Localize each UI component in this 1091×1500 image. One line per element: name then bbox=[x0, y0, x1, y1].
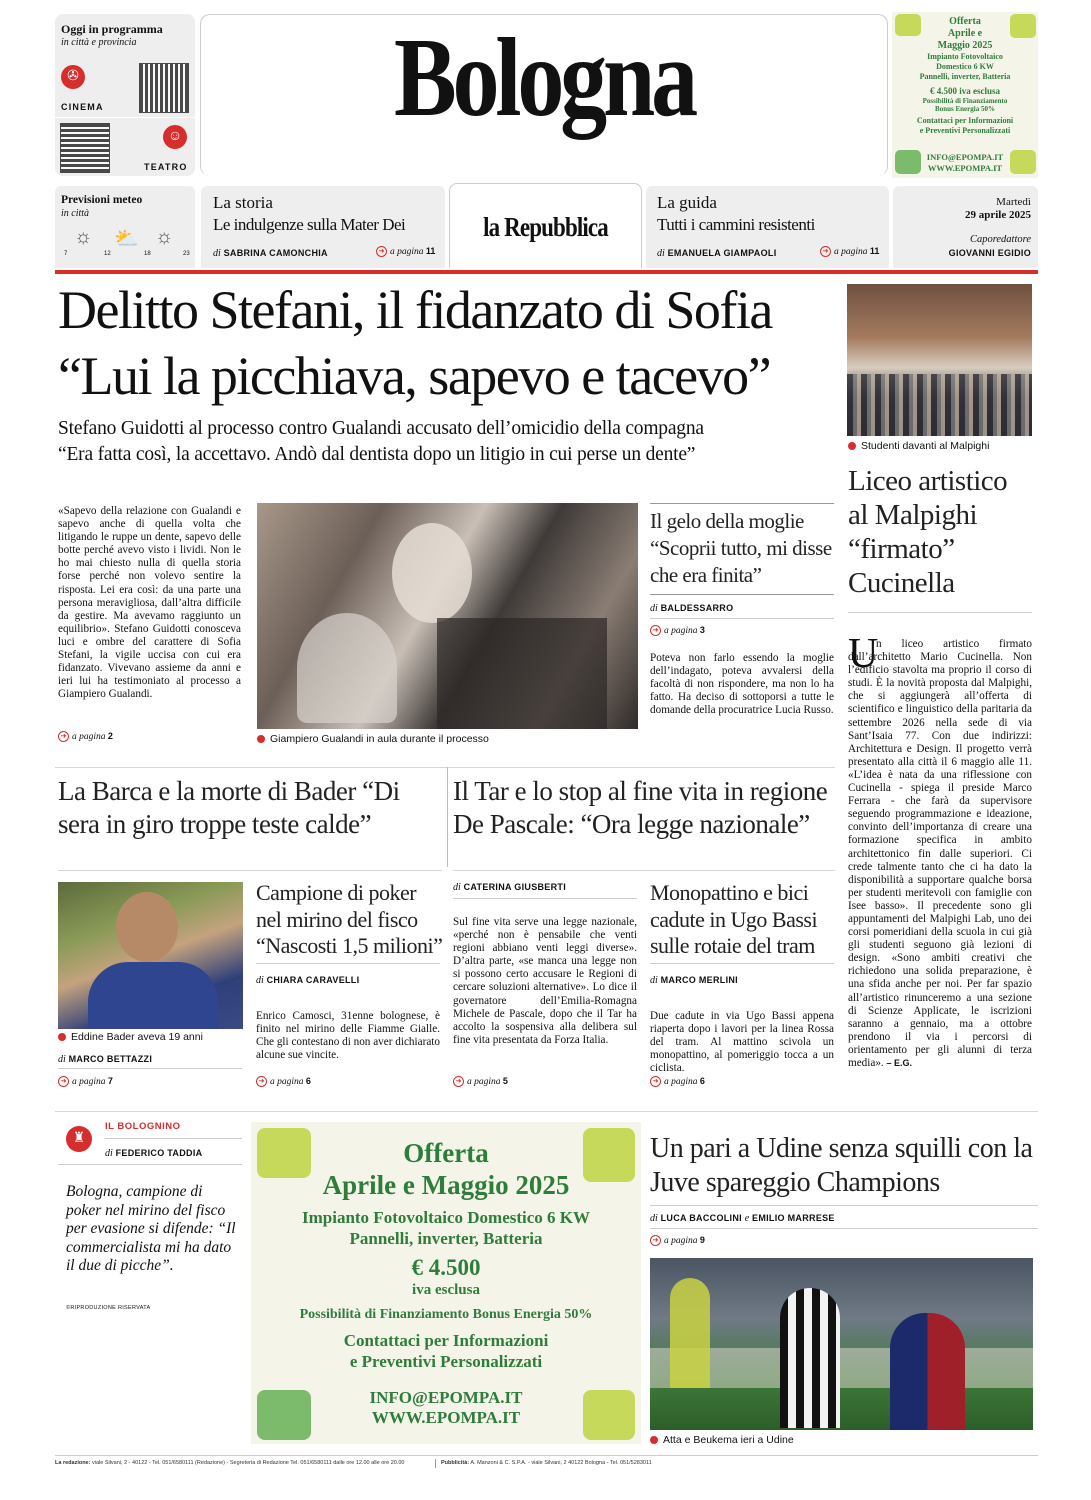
footer-redazione: La redazione: viale Silvani, 2 - 40122 - Tel. 051/6580111 (Redazione) - Segreteria di Redazione Tel. 051/6580111 dalle ore 12.00 alle ore 20.00 bbox=[55, 1460, 405, 1466]
liceo-photo-caption: Studenti davanti al Malpighi bbox=[848, 440, 989, 452]
tar-body: Sul fine vita serve una legge nazionale, «perché non è pensabile che venti regioni abbiano venti leggi diverse». D’altra parte, «se manca una legge non si possono certo accusare le Regioni di cercare soluzioni alternative». Lo dice il governatore dell’Emilia-Romagna Michele de Pascale, dopo che il Tar ha accolto la sospensiva alla delibera sul fine vita presentata da Forza Italia. bbox=[453, 916, 637, 1046]
camera-icon bbox=[257, 735, 265, 743]
lead-photo-caption: Giampiero Gualandi in aula durante il processo bbox=[257, 733, 489, 745]
lead-headline-1[interactable]: Delitto Stefani, il fidanzato di Sofia bbox=[58, 280, 772, 340]
udine-byline: di LUCA BACCOLINI e EMILIO MARRESE bbox=[650, 1213, 835, 1224]
small-ad[interactable] bbox=[892, 12, 1038, 178]
row2-bottom-rule bbox=[453, 870, 835, 871]
moglie-body: Poteva non farlo essendo la moglie dell’indagato, poteva avvalersi della facoltà di non rispondere, ma non lo ha fatto. Ha deciso di sottoporsi a tutte le domande della procuratrice Lucia Russo. bbox=[650, 652, 834, 717]
small-ad-l2: Aprile e bbox=[947, 28, 983, 39]
big-ad-web[interactable]: WWW.EPOMPA.IT bbox=[371, 1408, 521, 1427]
big-ad-price: € 4.500 bbox=[411, 1255, 481, 1280]
udine-rule-2 bbox=[650, 1228, 1038, 1229]
arrow-right-icon: ➜ bbox=[58, 1076, 69, 1087]
sun-icon: ☼ bbox=[155, 226, 174, 248]
row2-vdivider bbox=[447, 767, 448, 867]
programma-title: Oggi in programma bbox=[61, 22, 163, 36]
big-ad-l1: Offerta bbox=[403, 1138, 489, 1168]
bolognino-rights: ©RIPRODUZIONE RISERVATA bbox=[66, 1305, 151, 1311]
big-ad-l2: Aprile e Maggio 2025 bbox=[322, 1170, 570, 1200]
big-ad-l3: Impianto Fotovoltaico Domestico 6 KW bbox=[301, 1208, 591, 1227]
small-ad-l6: Pannelli, inverter, Batteria bbox=[919, 72, 1011, 81]
liceo-body: n liceo artistico firmato dall’architetto Mario Cucinella. Non l’edificio stavolta ma proprio il corso di studi. È la novità proposta dal Malpighi, che si aggiungerà all’offerta di scientifico e linguistico della paritaria da settembre 2026 nella sede di via Sant’Isaia 77. Con due indirizzi: Architettura e Design. Il progetto verrà presentato alla città il 6 maggio alle 11. «L’idea è nata da una riflessione con Cucinella - spiega il preside Marco Ferrara - che farà da supervisore seguendo programmazione e ideazione, convinto dell’importanza di creare una formazione specifica in ambito architettonico fin dalle superiori. Ci crede talmente tanto che ci ha dato la disponibilità a supportare qualche borsa per studenti meritevoli con famiglie con Isee basso». Il precedente sono gli appuntamenti del Malpighi Lab, uno dei corsi pomeridiani della scuola in cui già gli studenti seguono già lezioni di design. «Sono ambiti creativi che richiedono una solida preparazione, è una sfida anche per noi. Per far spazio all’artistico rinunceremo a una sezione di Scienze Applicate, le iscrizioni saranno a gennaio, ma a ottobre prendono il via i percorsi di orientamento per gli alunni di terza media». – E.G. bbox=[848, 638, 1032, 1069]
guida-byline: di EMANUELA GIAMPAOLI bbox=[657, 248, 777, 259]
guida-kicker: La guida bbox=[657, 193, 717, 212]
moglie-rule bbox=[650, 594, 834, 595]
storia-title[interactable]: Le indulgenze sulla Mater Dei bbox=[213, 215, 406, 234]
arrow-right-icon: ➜ bbox=[820, 246, 831, 257]
programma-subtitle: in città e provincia bbox=[61, 37, 137, 48]
cinema-icon: ✇ bbox=[61, 65, 85, 89]
udine-rule bbox=[650, 1205, 1038, 1206]
bolognino-rule-2 bbox=[58, 1164, 242, 1165]
poker-headline[interactable]: Campione di poker nel mirino del fisco “Nascosti 1,5 milioni” bbox=[256, 880, 443, 958]
small-ad-c2: e Preventivi Personalizzati bbox=[919, 126, 1011, 135]
camera-icon bbox=[58, 1033, 66, 1041]
tar-headline[interactable]: Il Tar e lo stop al fine vita in regione De Pascale: “Ora legge nazionale” bbox=[453, 776, 828, 839]
bolognino-text: Bologna, campione di poker nel mirino del fisco per evasione si difende: “Il commercialista mi ha dato il due di picche”. bbox=[66, 1183, 236, 1274]
guida-title[interactable]: Tutti i cammini resistenti bbox=[657, 215, 815, 234]
arrow-right-icon: ➜ bbox=[453, 1076, 464, 1087]
qr-code-cinema[interactable] bbox=[140, 64, 188, 112]
small-ad-c1: Contattaci per Informazioni bbox=[916, 116, 1014, 125]
big-ad[interactable] bbox=[251, 1122, 641, 1444]
lead-body: «Sapevo della relazione con Gualandi e sapevo anche di quella volta che litigando le ruppe un dente, sapevo delle botte perché avevo visto i lividi. Non le ho mai chiesto nulla di quella storia forse perché non volevo sentire la risposta. Lei era così: da una parte una persona meravigliosa, dall’altra difficile da gestire. Ma avevamo raggiunto un equilibrio». Stefano Guidotti conosceva luci e ombre del carattere di Sofia Stefani, la vigile uccisa con cui era fidanzato. Vivevano assieme da anni e ieri lui ha testimoniato al processo a Giampiero Gualandi. bbox=[58, 505, 241, 701]
udine-page-link[interactable]: ➜ a pagina 9 bbox=[650, 1235, 705, 1246]
meteo-hour: 7 bbox=[64, 251, 68, 257]
big-ad-c2: e Preventivi Personalizzati bbox=[349, 1352, 543, 1371]
sun-icon: ☼ bbox=[74, 226, 93, 248]
big-ad-fin: Possibilità di Finanziamento Bonus Energia 50% bbox=[299, 1307, 593, 1322]
moglie-headline[interactable]: Il gelo della moglie “Scoprii tutto, mi disse che era finita” bbox=[650, 509, 832, 587]
liceo-headline[interactable]: Liceo artistico al Malpighi “firmato” Cucinella bbox=[848, 465, 1008, 599]
cinema-label[interactable]: CINEMA bbox=[61, 102, 104, 112]
lead-page-link[interactable]: ➜ a pagina 2 bbox=[58, 731, 113, 742]
lead-deck-1: Stefano Guidotti al processo contro Gualandi accusato dell’omicidio della compagna bbox=[58, 418, 704, 439]
header-red-rule bbox=[55, 270, 1038, 274]
big-ad-l4: Pannelli, inverter, Batteria bbox=[349, 1229, 543, 1248]
moglie-page-link[interactable]: ➜ a pagina 3 bbox=[650, 625, 705, 636]
barca-byline: di MARCO BETTAZZI bbox=[58, 1054, 153, 1065]
row2-rule bbox=[55, 767, 835, 768]
lead-headline-2[interactable]: “Lui la picchiava, sapevo e tacevo” bbox=[58, 346, 771, 406]
monopattino-rule bbox=[650, 963, 834, 964]
tar-byline: di CATERINA GIUSBERTI bbox=[453, 882, 566, 893]
poker-page-link[interactable]: ➜ a pagina 6 bbox=[256, 1076, 311, 1087]
meteo-title: Previsioni meteo bbox=[61, 194, 143, 206]
date-date: 29 aprile 2025 bbox=[965, 209, 1031, 221]
poker-body: Enrico Camosci, 31enne bolognese, è finito nel mirino delle Fiamme Gialle. Che gli contestano di non aver dichiarato alcune sue vincite. bbox=[256, 1010, 440, 1062]
partly-cloudy-icon: ⛅ bbox=[114, 228, 139, 250]
storia-byline: di SABRINA CAMONCHIA bbox=[213, 248, 328, 259]
liceo-dropcap: U bbox=[848, 631, 879, 677]
barca-rule bbox=[58, 1068, 242, 1069]
moglie-byline: di BALDESSARRO bbox=[650, 603, 734, 614]
moglie-top-rule bbox=[650, 503, 834, 504]
moglie-rule-2 bbox=[650, 618, 834, 619]
poker-byline: di CHIARA CARAVELLI bbox=[256, 975, 360, 986]
guida-page-link[interactable]: ➜ a pagina 11 bbox=[820, 246, 879, 257]
big-ad-email[interactable]: INFO@EPOMPA.IT bbox=[369, 1388, 523, 1407]
bolognino-icon: ♜ bbox=[66, 1126, 92, 1152]
small-ad-fin1: Possibilità di Finanziamento bbox=[922, 97, 1008, 105]
teatro-label[interactable]: TEATRO bbox=[144, 162, 188, 172]
lead-deck-2: “Era fatta così, la accettavo. Andò dal dentista dopo un litigio in cui perse un dente” bbox=[58, 444, 696, 465]
repubblica-logo: la Repubblica bbox=[483, 212, 608, 242]
udine-photo-caption: Atta e Beukema ieri a Udine bbox=[650, 1434, 794, 1446]
bolognino-rule bbox=[105, 1138, 242, 1139]
camera-icon bbox=[848, 442, 856, 450]
udine-photo bbox=[650, 1258, 1033, 1430]
monopattino-page-link[interactable]: ➜ a pagina 6 bbox=[650, 1076, 705, 1087]
monopattino-byline: di MARCO MERLINI bbox=[650, 975, 738, 986]
tar-page-link[interactable]: ➜ a pagina 5 bbox=[453, 1076, 508, 1087]
date-day: Martedì bbox=[996, 196, 1031, 208]
monopattino-headline[interactable]: Monopattino e bici cadute in Ugo Bassi sulle rotaie del tram bbox=[650, 880, 818, 958]
storia-page-link[interactable]: ➜ a pagina 11 bbox=[376, 246, 435, 257]
small-ad-web[interactable]: WWW.EPOMPA.IT bbox=[927, 163, 1003, 173]
masthead: Bologna bbox=[394, 16, 694, 140]
lead-photo bbox=[257, 503, 638, 729]
qr-code-teatro[interactable] bbox=[61, 124, 109, 172]
big-ad-c1: Contattaci per Informazioni bbox=[343, 1331, 549, 1350]
meteo-hour: 18 bbox=[144, 251, 151, 257]
row2-bottom-rule bbox=[58, 870, 442, 871]
storia-kicker: La storia bbox=[213, 193, 273, 212]
barca-headline[interactable]: La Barca e la morte di Bader “Di sera in giro troppe teste calde” bbox=[58, 776, 400, 839]
arrow-right-icon: ➜ bbox=[256, 1076, 267, 1087]
barca-photo bbox=[58, 882, 243, 1029]
bolognino-kicker: IL BOLOGNINO bbox=[105, 1121, 181, 1132]
bottom-rule bbox=[55, 1111, 1038, 1112]
arrow-right-icon: ➜ bbox=[376, 246, 387, 257]
arrow-right-icon: ➜ bbox=[650, 625, 661, 636]
barca-photo-caption: Eddine Bader aveva 19 anni bbox=[58, 1031, 203, 1043]
tar-rule bbox=[453, 898, 637, 899]
liceo-photo bbox=[847, 284, 1032, 436]
poker-rule bbox=[256, 963, 440, 964]
monopattino-body: Due cadute in via Ugo Bassi appena riaperta dopo i lavori per la linea Rossa del tram. Al mattino scivola un monopattino, al pomeriggio tocca a un ciclista. bbox=[650, 1010, 834, 1075]
camera-icon bbox=[650, 1436, 658, 1444]
big-ad-iva: iva esclusa bbox=[412, 1282, 480, 1298]
arrow-right-icon: ➜ bbox=[650, 1076, 661, 1087]
editor-role: Caporedattore bbox=[969, 234, 1031, 245]
footer-rule bbox=[55, 1455, 1038, 1456]
small-ad-l1: Offerta bbox=[949, 16, 981, 27]
footer-pubblicita: Pubblicità: A. Manzoni & C. S.P.A. - viale Silvani, 2 40122 Bologna - Tel. 051/5283011 bbox=[441, 1460, 652, 1466]
barca-page-link[interactable]: ➜ a pagina 7 bbox=[58, 1076, 113, 1087]
teatro-icon: ☺ bbox=[163, 125, 187, 149]
small-ad-email[interactable]: INFO@EPOMPA.IT bbox=[926, 152, 1004, 162]
udine-headline[interactable]: Un pari a Udine senza squilli con la Juve spareggio Champions bbox=[650, 1133, 1033, 1198]
small-ad-l4: Impianto Fotovoltaico bbox=[927, 52, 1003, 61]
liceo-signature: – E.G. bbox=[886, 1058, 913, 1068]
small-ad-l3: Maggio 2025 bbox=[937, 40, 993, 51]
editor-name: GIOVANNI EGIDIO bbox=[948, 248, 1031, 258]
small-ad-l5: Domestico 6 KW bbox=[936, 62, 994, 71]
meteo-hour: 12 bbox=[104, 251, 111, 257]
meteo-hour: 23 bbox=[183, 251, 190, 257]
small-ad-fin2: Bonus Energia 50% bbox=[935, 105, 995, 113]
small-ad-price: € 4.500 iva esclusa bbox=[929, 86, 1000, 96]
meteo-subtitle: in città bbox=[61, 208, 90, 219]
bolognino-byline: di FEDERICO TADDIA bbox=[105, 1148, 203, 1159]
programma-divider bbox=[55, 117, 195, 118]
liceo-rule bbox=[848, 612, 1032, 613]
arrow-right-icon: ➜ bbox=[650, 1235, 661, 1246]
arrow-right-icon: ➜ bbox=[58, 731, 69, 742]
footer-divider bbox=[435, 1459, 436, 1468]
